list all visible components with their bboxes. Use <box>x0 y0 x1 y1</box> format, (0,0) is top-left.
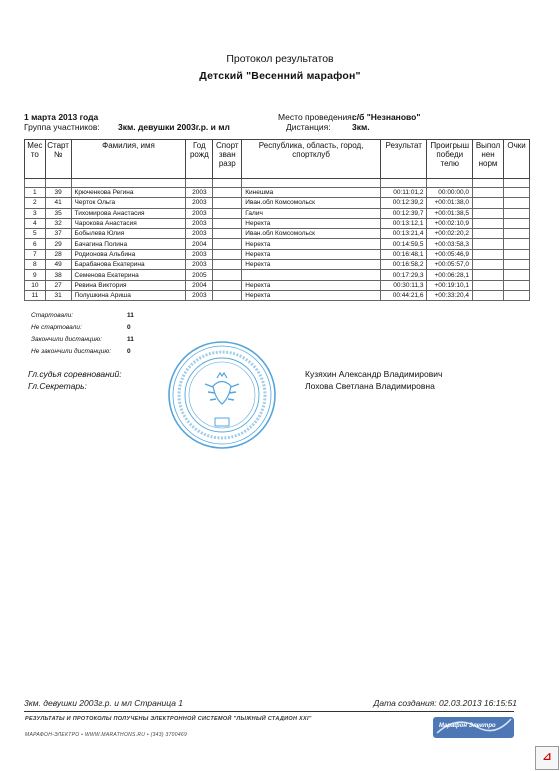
col-points-cell <box>504 239 530 249</box>
col-club-cell: Нерехта <box>242 239 381 249</box>
col-club-cell: Нерехта <box>242 280 381 290</box>
spacer-row <box>25 179 530 188</box>
col-bib-cell: 27 <box>45 280 71 290</box>
stat-not-started: Не стартовали: 0 <box>31 324 131 331</box>
col-behind-cell: +00:02:10,9 <box>427 218 473 228</box>
col-bib-cell: 37 <box>45 229 71 239</box>
col-club-cell: Нерехта <box>242 260 381 270</box>
event-date: 1 марта 2013 года <box>24 112 99 122</box>
document-title: Протокол результатов <box>226 53 334 65</box>
col-place-cell: 2 <box>25 198 46 208</box>
col-name-cell: Чарокова Анастасия <box>71 218 186 228</box>
col-behind-cell: +00:02:20,2 <box>427 229 473 239</box>
col-result-cell: 00:13:12,1 <box>380 218 427 228</box>
col-bib-cell: 28 <box>45 249 71 259</box>
col-place-cell: 10 <box>25 280 46 290</box>
col-points-cell <box>504 229 530 239</box>
col-result-cell: 00:16:58,2 <box>380 260 427 270</box>
col-norm-cell <box>473 260 504 270</box>
col-name-cell: Крюченкова Регина <box>71 188 186 198</box>
col-year-header: Год рожд <box>186 140 213 179</box>
col-behind-cell: 00:00:00,0 <box>427 188 473 198</box>
col-behind-cell: +00:05:57,0 <box>427 260 473 270</box>
col-result-cell: 00:14:59,5 <box>380 239 427 249</box>
col-points-cell <box>504 280 530 290</box>
col-result-cell: 00:44:21,6 <box>380 290 427 300</box>
col-place-cell: 8 <box>25 260 46 270</box>
col-club-cell <box>242 270 381 280</box>
col-name-cell: Полушкина Ариша <box>71 290 186 300</box>
col-club-cell: Галич <box>242 208 381 218</box>
results-table <box>24 139 530 301</box>
col-year-cell: 2003 <box>186 260 213 270</box>
col-result-header: Результат <box>380 140 427 179</box>
col-points-cell <box>504 208 530 218</box>
col-club-cell: Иван.обл Комсомольск <box>242 229 381 239</box>
group-value: 3км. девушки 2003г.р. и мл <box>118 122 230 132</box>
table-row <box>25 270 530 280</box>
col-points-cell <box>504 218 530 228</box>
col-result-cell: 00:17:29,3 <box>380 270 427 280</box>
col-rank-header: Спорт зван разр <box>213 140 242 179</box>
col-bib-cell: 32 <box>45 218 71 228</box>
col-name-cell: Семенова Екатерина <box>71 270 186 280</box>
col-points-cell <box>504 290 530 300</box>
col-bib-header: Старт № <box>45 140 71 179</box>
col-points-cell <box>504 198 530 208</box>
table-row <box>25 260 530 270</box>
table-row <box>25 290 530 300</box>
col-points-cell <box>504 249 530 259</box>
table-row <box>25 249 530 259</box>
col-place-cell: 5 <box>25 229 46 239</box>
distance-value: 3км. <box>352 122 370 132</box>
col-year-cell: 2004 <box>186 280 213 290</box>
table-row <box>25 239 530 249</box>
col-club-cell: Нерехта <box>242 290 381 300</box>
col-place-header: Мес то <box>25 140 46 179</box>
col-points-cell <box>504 270 530 280</box>
group-label: Группа участников: <box>24 122 100 132</box>
table-header-row <box>25 140 530 179</box>
col-norm-cell <box>473 270 504 280</box>
col-behind-cell: +00:01:38,0 <box>427 198 473 208</box>
col-norm-cell <box>473 280 504 290</box>
col-rank-cell <box>213 290 242 300</box>
col-result-cell: 00:16:48,1 <box>380 249 427 259</box>
venue-value: с/б "Незнаново" <box>352 112 421 122</box>
chief-judge-label: Гл.судья соревнований: <box>28 369 122 379</box>
col-rank-cell <box>213 198 242 208</box>
col-bib-cell: 38 <box>45 270 71 280</box>
col-place-cell: 11 <box>25 290 46 300</box>
col-place-cell: 4 <box>25 218 46 228</box>
col-club-cell: Нерехта <box>242 249 381 259</box>
col-norm-cell <box>473 188 504 198</box>
col-name-cell: Бобылева Юлия <box>71 229 186 239</box>
col-year-cell: 2003 <box>186 249 213 259</box>
chief-secretary-label: Гл.Секретарь: <box>28 381 87 391</box>
col-result-cell: 00:30:11,3 <box>380 280 427 290</box>
contact-line: МАРАФОН-ЭЛЕКТРО • WWW.MARATHONS.RU • (343) 3700469 <box>25 732 188 738</box>
col-bib-cell: 41 <box>45 198 71 208</box>
col-norm-cell <box>473 218 504 228</box>
col-year-cell: 2004 <box>186 239 213 249</box>
col-rank-cell <box>213 239 242 249</box>
col-bib-cell: 31 <box>45 290 71 300</box>
col-rank-cell <box>213 280 242 290</box>
col-year-cell: 2005 <box>186 270 213 280</box>
distance-label: Дистанция: <box>286 122 331 132</box>
col-name-cell: Тихомирова Анастасия <box>71 208 186 218</box>
col-place-cell: 9 <box>25 270 46 280</box>
col-year-cell: 2003 <box>186 290 213 300</box>
col-bib-cell: 39 <box>45 188 71 198</box>
col-place-cell: 6 <box>25 239 46 249</box>
system-note: РЕЗУЛЬТАТЫ И ПРОТОКОЛЫ ПОЛУЧЕНЫ ЭЛЕКТРОННОЙ СИСТЕМОЙ "ЛЫЖНЫЙ СТАДИОН XXI" <box>25 716 312 722</box>
start-stats <box>31 310 141 358</box>
page-info: 3км. девушки 2003г.р. и мл Страница 1 <box>24 698 184 708</box>
col-year-cell: 2003 <box>186 188 213 198</box>
col-behind-header: Проигрыш победи телю <box>427 140 473 179</box>
col-name-cell: Бачагина Полина <box>71 239 186 249</box>
col-result-cell: 00:11:01,2 <box>380 188 427 198</box>
stat-finished: Закончили дистанцию: 11 <box>31 336 134 343</box>
footer-divider <box>24 711 514 712</box>
stat-not-finished: Не закончили дистанцию: 0 <box>31 348 131 355</box>
col-behind-cell: +00:05:46,9 <box>427 249 473 259</box>
col-norm-cell <box>473 249 504 259</box>
col-norm-cell <box>473 290 504 300</box>
col-place-cell: 1 <box>25 188 46 198</box>
col-behind-cell: +00:19:10,1 <box>427 280 473 290</box>
col-result-cell: 00:12:39,2 <box>380 198 427 208</box>
col-rank-cell <box>213 270 242 280</box>
col-behind-cell: +00:33:20,4 <box>427 290 473 300</box>
event-title: Детский "Весенний марафон" <box>199 70 361 82</box>
svg-text:Марафон Электро: Марафон Электро <box>439 723 496 729</box>
col-year-cell: 2003 <box>186 229 213 239</box>
pdf-corner-icon[interactable]: ⊿ <box>535 746 559 770</box>
col-rank-cell <box>213 229 242 239</box>
col-club-cell: Иван.обл Комсомольск <box>242 198 381 208</box>
col-norm-cell <box>473 198 504 208</box>
col-club-header: Республика, область, город, спортклуб <box>242 140 381 179</box>
col-name-header: Фамилия, имя <box>71 140 186 179</box>
chief-secretary-name: Лохова Светлана Владимировна <box>305 381 435 391</box>
official-stamp-seal <box>163 340 281 450</box>
col-points-header: Очки <box>504 140 530 179</box>
col-norm-cell <box>473 239 504 249</box>
table-row <box>25 188 530 198</box>
col-place-cell: 7 <box>25 249 46 259</box>
col-rank-cell <box>213 188 242 198</box>
col-name-cell: Ревина Виктория <box>71 280 186 290</box>
table-row <box>25 218 530 228</box>
chief-judge-name: Кузяхин Александр Владимирович <box>305 369 443 379</box>
col-year-cell: 2003 <box>186 218 213 228</box>
col-behind-cell: +00:06:28,1 <box>427 270 473 280</box>
col-points-cell <box>504 188 530 198</box>
col-bib-cell: 29 <box>45 239 71 249</box>
col-place-cell: 3 <box>25 208 46 218</box>
col-behind-cell: +00:03:58,3 <box>427 239 473 249</box>
col-club-cell: Нерехта <box>242 218 381 228</box>
col-year-cell: 2003 <box>186 198 213 208</box>
col-name-cell: Черток Ольга <box>71 198 186 208</box>
table-row <box>25 280 530 290</box>
table-row <box>25 198 530 208</box>
venue-label: Место проведения: <box>278 112 355 122</box>
marathon-electro-logo <box>431 713 516 741</box>
stat-started: Стартовали: 11 <box>31 312 134 319</box>
col-result-cell: 00:13:21,4 <box>380 229 427 239</box>
col-points-cell <box>504 260 530 270</box>
col-rank-cell <box>213 218 242 228</box>
col-bib-cell: 49 <box>45 260 71 270</box>
col-behind-cell: +00:01:38,5 <box>427 208 473 218</box>
col-norm-cell <box>473 208 504 218</box>
col-norm-cell <box>473 229 504 239</box>
table-row <box>25 229 530 239</box>
col-bib-cell: 35 <box>45 208 71 218</box>
col-rank-cell <box>213 249 242 259</box>
col-result-cell: 00:12:39,7 <box>380 208 427 218</box>
col-year-cell: 2003 <box>186 208 213 218</box>
creation-date: Дата создания: 02.03.2013 16:15:51 <box>373 698 517 708</box>
col-club-cell: Кинешма <box>242 188 381 198</box>
col-name-cell: Родионова Альбина <box>71 249 186 259</box>
col-rank-cell <box>213 260 242 270</box>
col-norm-header: Выпол нен норм <box>473 140 504 179</box>
table-row <box>25 208 530 218</box>
col-rank-cell <box>213 208 242 218</box>
col-name-cell: Барабанова Екатерина <box>71 260 186 270</box>
